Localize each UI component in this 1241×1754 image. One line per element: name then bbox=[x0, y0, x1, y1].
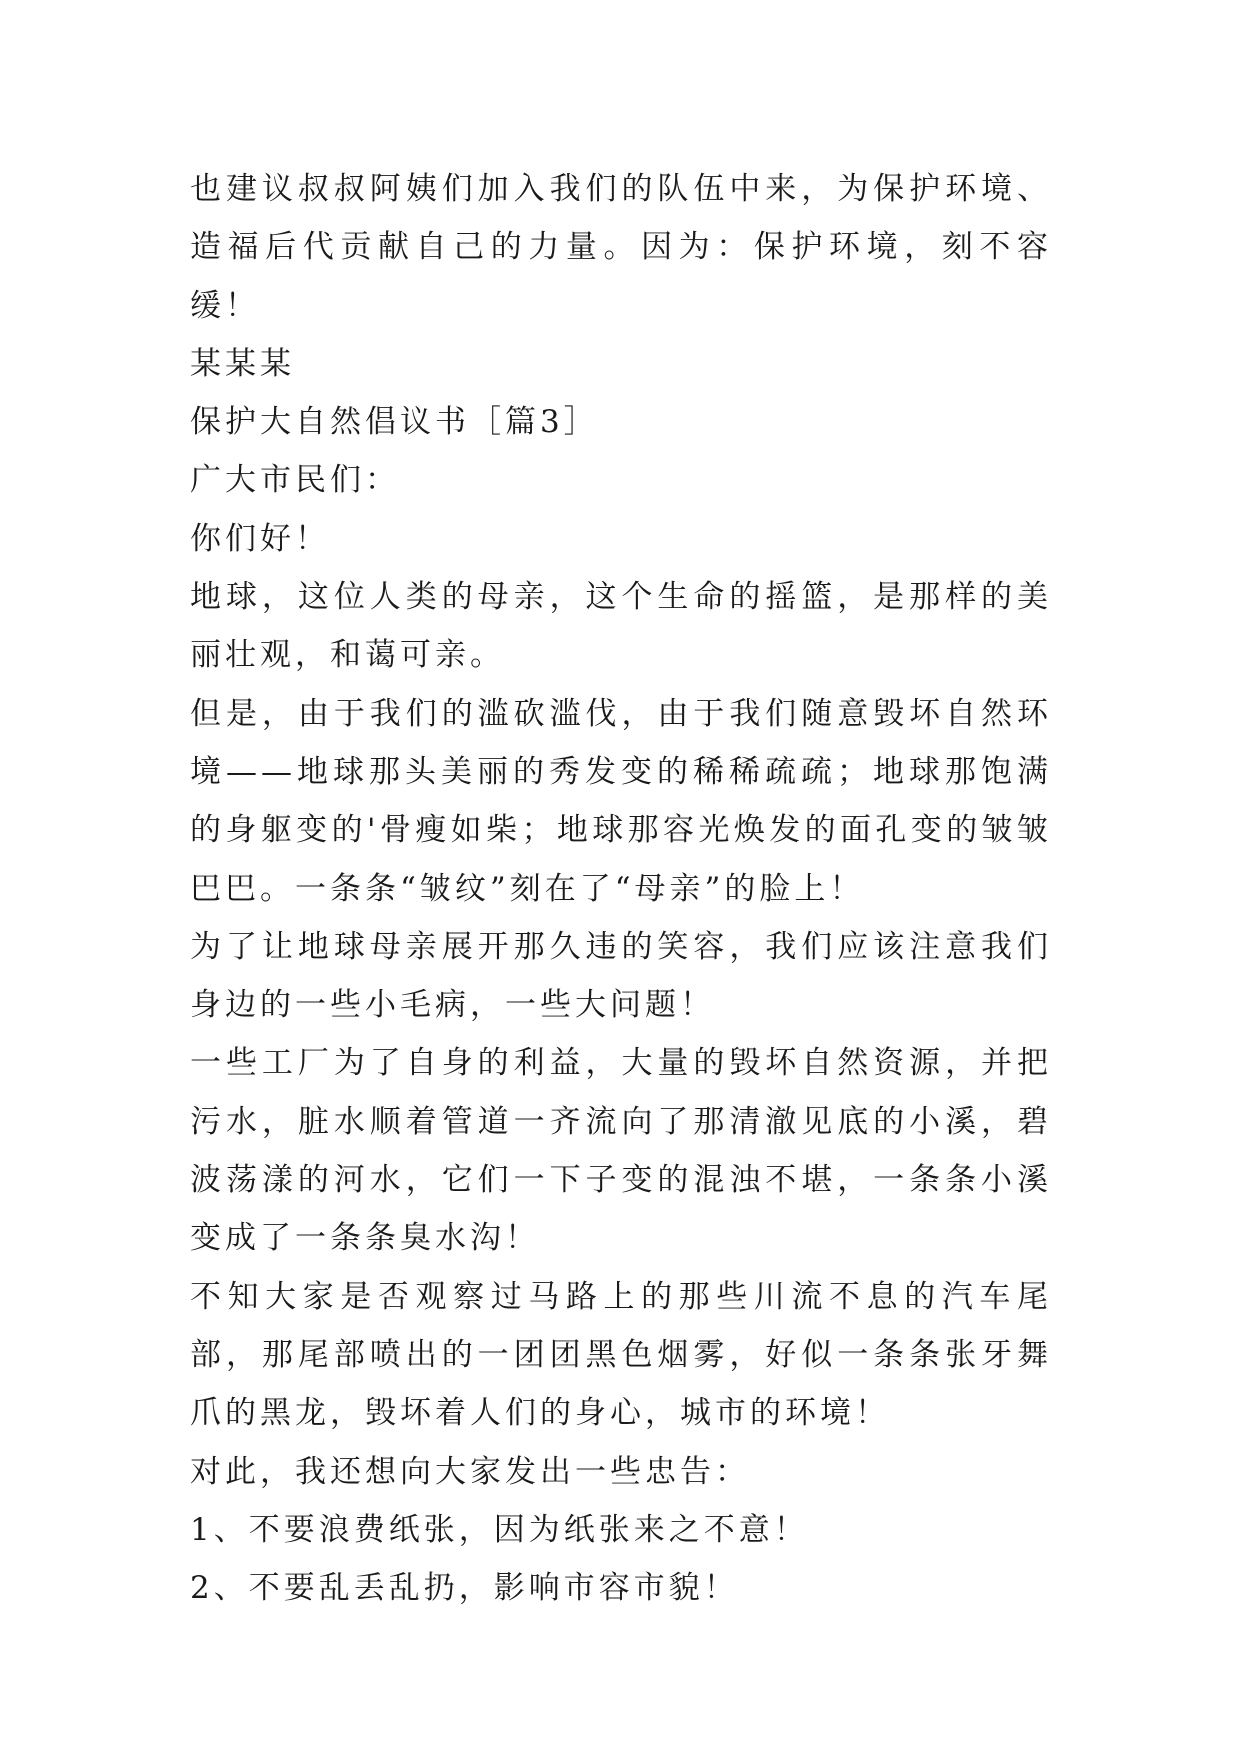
list-item: 1、不要浪费纸张，因为纸张来之不意！ bbox=[190, 1511, 809, 1548]
paragraph-advice-intro: 对此，我还想向大家发出一些忠告： bbox=[190, 1453, 750, 1490]
document-body bbox=[190, 160, 1052, 1617]
section-heading: 保护大自然倡议书［篇3］ bbox=[190, 404, 599, 441]
signature: 某某某 bbox=[190, 345, 295, 382]
greeting: 你们好！ bbox=[190, 520, 330, 557]
list-item: 2、不要乱丢乱扔，影响市容市貌！ bbox=[190, 1570, 739, 1607]
paragraph-problems: 为了让地球母亲展开那久违的笑容，我们应该注意我们身边的一些小毛病，一些大问题！ bbox=[190, 928, 1052, 1024]
salutation: 广大市民们： bbox=[190, 462, 400, 499]
paragraph-closing-suggestion: 也建议叔叔阿姨们加入我们的队伍中来，为保护环境、造福后代贡献自己的力量。因为：保护环境，刻不容缓！ bbox=[190, 171, 1052, 324]
paragraph-factories: 一些工厂为了自身的利益，大量的毁坏自然资源，并把污水，脏水顺着管道一齐流向了那清澈见底的小溪，碧波荡漾的河水，它们一下子变的混浊不堪，一条条小溪变成了一条条臭水沟！ bbox=[190, 1045, 1052, 1257]
paragraph-car-exhaust: 不知大家是否观察过马路上的那些川流不息的汽车尾部，那尾部喷出的一团团黑色烟雾，好似一条条张牙舞爪的黑龙，毁坏着人们的身心，城市的环境！ bbox=[190, 1278, 1052, 1432]
paragraph-deforestation: 但是，由于我们的滥砍滥伐，由于我们随意毁坏自然环境——地球那头美丽的秀发变的稀稀疏疏；地球那饱满的身躯变的'骨瘦如柴；地球那容光焕发的面孔变的皱皱巴巴。一条条“皱纹”刻在了“母亲”的脸上！ bbox=[190, 695, 1052, 907]
paragraph-earth: 地球，这位人类的母亲，这个生命的摇篮，是那样的美丽壮观，和蔼可亲。 bbox=[190, 579, 1052, 674]
